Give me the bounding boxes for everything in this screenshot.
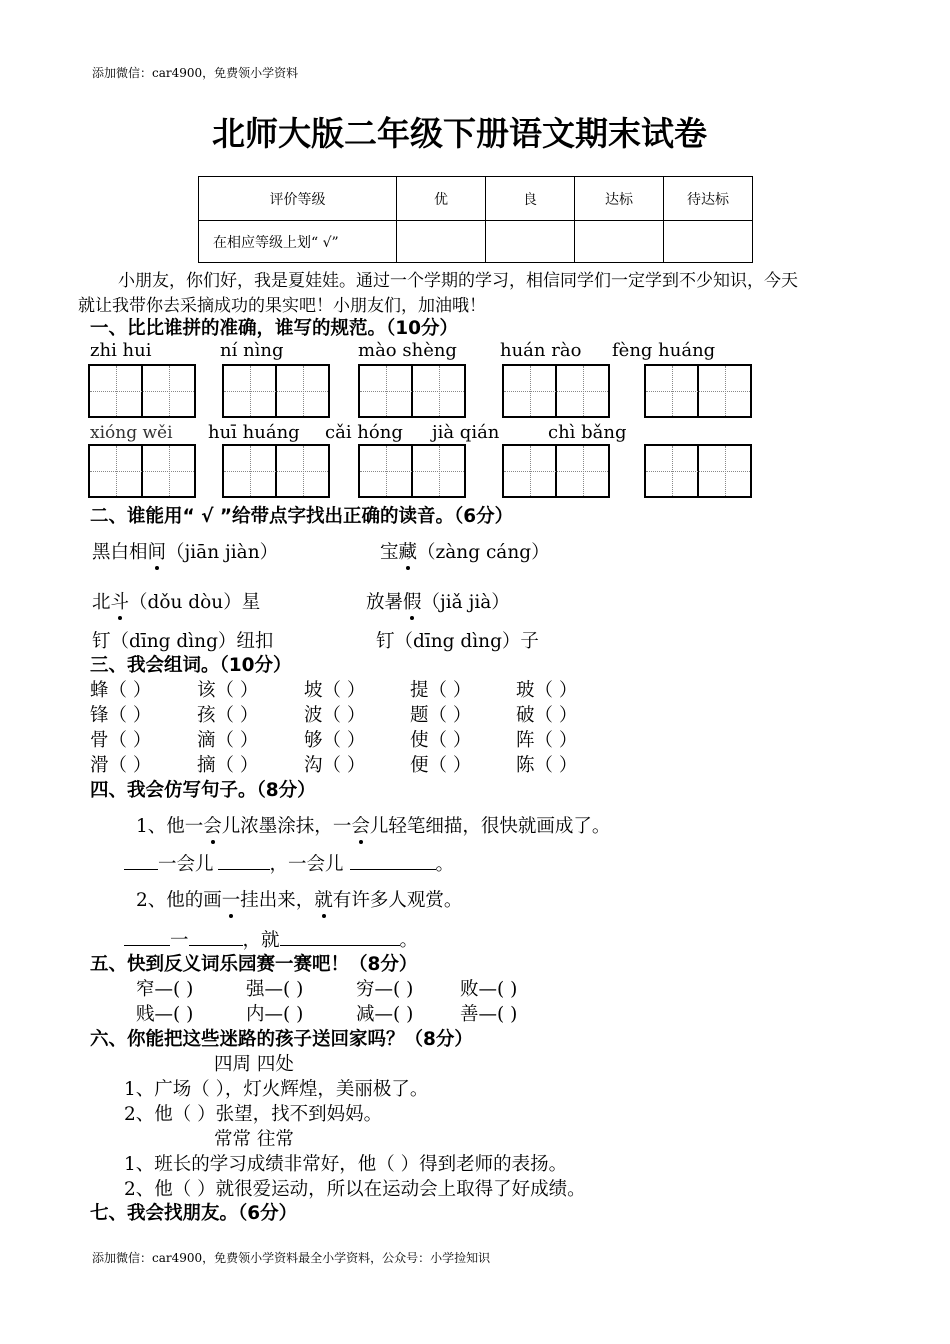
grade-header-cell: 评价等级 bbox=[199, 177, 397, 221]
reading-item[interactable] bbox=[92, 538, 278, 564]
blank[interactable] bbox=[350, 851, 436, 870]
writing-box[interactable] bbox=[88, 364, 196, 418]
word-cell[interactable]: 锋（ ） bbox=[90, 705, 152, 726]
dotted-word: 一会儿 bbox=[185, 812, 241, 838]
sentence-part: 轻笔细描，很快就画成了。 bbox=[388, 816, 611, 837]
word-cell[interactable]: 孩（ ） bbox=[197, 705, 259, 726]
grade-header-cell: 达标 bbox=[575, 177, 664, 221]
fill-question[interactable]: 1、广场（ ），灯火辉煌，美丽极了。 bbox=[124, 1079, 429, 1100]
word-cell[interactable]: 滴（ ） bbox=[197, 730, 259, 751]
dotted-char: 假 bbox=[403, 588, 422, 614]
item-options: （jiān jiàn） bbox=[166, 542, 279, 563]
word-cell[interactable]: 骨（ ） bbox=[90, 730, 152, 751]
pinyin: jià qián bbox=[432, 422, 500, 443]
intro-line-2: 就让我带你去采摘成功的果实吧！小朋友们，加油哦！ bbox=[78, 296, 486, 316]
blank[interactable] bbox=[218, 851, 270, 870]
fill-sentence-1 bbox=[124, 850, 454, 876]
section-7-heading: 七、我会找朋友。（6分） bbox=[90, 1203, 298, 1224]
word-cell[interactable]: 阵（ ） bbox=[516, 730, 578, 751]
item-text: 放暑 bbox=[366, 592, 404, 613]
dotted-word: 就 bbox=[314, 886, 333, 912]
word-cell[interactable]: 陈（ ） bbox=[516, 755, 578, 776]
section-5-heading: 五、快到反义词乐园赛一赛吧！（8分） bbox=[90, 954, 418, 975]
grade-cell[interactable] bbox=[486, 221, 575, 263]
section-3-heading: 三、我会组词。（10分） bbox=[90, 655, 292, 676]
fill-question[interactable]: 2、他（ ）就很爱运动，所以在运动会上取得了好成绩。 bbox=[124, 1179, 586, 1200]
writing-box[interactable] bbox=[502, 364, 610, 418]
pinyin: mào shèng bbox=[358, 340, 457, 361]
dotted-word: 一会儿 bbox=[333, 812, 389, 838]
writing-box[interactable] bbox=[644, 444, 752, 498]
word-cell[interactable]: 破（ ） bbox=[516, 705, 578, 726]
pinyin: cǎi hóng bbox=[325, 422, 403, 443]
writing-box[interactable] bbox=[222, 444, 330, 498]
sentence-part: 一 bbox=[170, 930, 189, 951]
word-cell[interactable]: 题（ ） bbox=[410, 705, 472, 726]
item-options: （dǒu dòu）星 bbox=[129, 592, 261, 613]
item-options: （jiǎ jià） bbox=[421, 592, 510, 613]
fill-question[interactable]: 2、他（ ）张望，找不到妈妈。 bbox=[124, 1104, 383, 1125]
word-cell[interactable]: 提（ ） bbox=[410, 680, 472, 701]
sentence-part: 2、他的画 bbox=[136, 890, 222, 911]
writing-box[interactable] bbox=[222, 364, 330, 418]
writing-box[interactable] bbox=[358, 444, 466, 498]
sentence-part: 浓墨涂抹， bbox=[240, 816, 333, 837]
antonym-cell[interactable]: 窄—( ) bbox=[136, 979, 194, 1000]
antonym-cell[interactable]: 善—( ) bbox=[460, 1004, 518, 1025]
blank[interactable] bbox=[280, 927, 400, 946]
section-2-heading: 二、谁能用“ √ ”给带点字找出正确的读音。（6分） bbox=[90, 506, 514, 527]
reading-item[interactable] bbox=[366, 588, 510, 614]
word-cell[interactable]: 波（ ） bbox=[304, 705, 366, 726]
reading-item[interactable]: 钉（dīng dìng）子 bbox=[376, 631, 539, 652]
grade-cell[interactable] bbox=[664, 221, 753, 263]
pinyin: xióng wěi bbox=[90, 423, 173, 443]
item-text: 黑白相 bbox=[92, 542, 148, 563]
section-6-heading: 六、你能把这些迷路的孩子送回家吗？（8分） bbox=[90, 1029, 473, 1050]
grade-header-cell: 优 bbox=[397, 177, 486, 221]
item-text: 宝 bbox=[380, 542, 399, 563]
word-cell[interactable]: 坡（ ） bbox=[304, 680, 366, 701]
dotted-word: 一 bbox=[222, 886, 241, 912]
grade-cell[interactable] bbox=[397, 221, 486, 263]
word-cell[interactable]: 蜂（ ） bbox=[90, 680, 152, 701]
reading-item[interactable]: 钉（dīng dìng）纽扣 bbox=[92, 631, 274, 652]
pinyin: huī huáng bbox=[208, 422, 300, 443]
pinyin: chì bǎng bbox=[548, 422, 627, 443]
page-title: 北师大版二年级下册语文期末试卷 bbox=[212, 114, 707, 153]
sentence-part: ，一会儿 bbox=[269, 854, 344, 875]
grade-header-cell: 良 bbox=[486, 177, 575, 221]
reading-item[interactable] bbox=[92, 588, 260, 614]
word-cell[interactable]: 玻（ ） bbox=[516, 680, 578, 701]
writing-box[interactable] bbox=[358, 364, 466, 418]
grade-table bbox=[198, 176, 753, 263]
blank[interactable] bbox=[189, 927, 243, 946]
grade-row-label: 在相应等级上划“ √” bbox=[199, 221, 397, 263]
sentence-part: 1、他 bbox=[136, 816, 185, 837]
pinyin: fèng huáng bbox=[612, 340, 716, 361]
sentence-part: 一会儿 bbox=[158, 854, 214, 875]
section-4-heading: 四、我会仿写句子。（8分） bbox=[90, 780, 316, 801]
fill-question[interactable]: 1、班长的学习成绩非常好，他（ ）得到老师的表扬。 bbox=[124, 1154, 568, 1175]
sentence-part: 挂出来， bbox=[240, 890, 315, 911]
sentence-part: 有许多人观赏。 bbox=[332, 890, 463, 911]
writing-box[interactable] bbox=[88, 444, 196, 498]
item-options: （zàng cáng） bbox=[417, 542, 550, 563]
page-header: 添加微信：car4900，免费领小学资料 bbox=[92, 66, 299, 80]
word-cell[interactable]: 摘（ ） bbox=[197, 755, 259, 776]
word-choices: 常常 往常 bbox=[214, 1129, 294, 1150]
reading-item[interactable] bbox=[380, 538, 550, 564]
antonym-cell[interactable]: 穷—( ) bbox=[356, 979, 414, 1000]
word-cell[interactable]: 沟（ ） bbox=[304, 755, 366, 776]
antonym-cell[interactable]: 减—( ) bbox=[356, 1004, 414, 1025]
word-choices: 四周 四处 bbox=[214, 1054, 294, 1075]
grade-header-cell: 待达标 bbox=[664, 177, 753, 221]
example-sentence-2 bbox=[136, 886, 462, 912]
page-footer: 添加微信：car4900，免费领小学资料最全小学资料，公众号：小学捡知识 bbox=[92, 1251, 491, 1265]
dotted-char: 斗 bbox=[111, 588, 130, 614]
antonym-cell[interactable]: 败—( ) bbox=[460, 979, 518, 1000]
antonym-cell[interactable]: 贱—( ) bbox=[136, 1004, 194, 1025]
grade-cell[interactable] bbox=[575, 221, 664, 263]
dotted-char: 藏 bbox=[399, 538, 418, 564]
antonym-cell[interactable]: 内—( ) bbox=[246, 1004, 304, 1025]
word-cell[interactable]: 使（ ） bbox=[410, 730, 472, 751]
item-text: 北 bbox=[92, 592, 111, 613]
word-cell[interactable]: 便（ ） bbox=[410, 755, 472, 776]
pinyin: ní nìng bbox=[220, 340, 284, 361]
fill-sentence-2 bbox=[124, 926, 418, 952]
word-cell[interactable]: 该（ ） bbox=[197, 680, 259, 701]
word-cell[interactable]: 够（ ） bbox=[304, 730, 366, 751]
intro-line-1: 小朋友，你们好，我是夏娃娃。通过一个学期的学习，相信同学们一定学到不少知识，今天 bbox=[118, 271, 798, 291]
example-sentence-1 bbox=[136, 812, 610, 838]
dotted-char: 间 bbox=[148, 538, 167, 564]
writing-box[interactable] bbox=[644, 364, 752, 418]
word-cell[interactable]: 滑（ ） bbox=[90, 755, 152, 776]
antonym-cell[interactable]: 强—( ) bbox=[246, 979, 304, 1000]
writing-box[interactable] bbox=[502, 444, 610, 498]
pinyin: huán rào bbox=[500, 340, 582, 361]
blank[interactable] bbox=[124, 851, 158, 870]
pinyin: zhi hui bbox=[90, 340, 152, 361]
sentence-part: ，就 bbox=[242, 930, 280, 951]
blank[interactable] bbox=[124, 927, 170, 946]
section-1-heading: 一、比比谁拼的准确，谁写的规范。（10分） bbox=[90, 318, 458, 339]
sentence-part: 。 bbox=[399, 930, 419, 951]
sentence-part: 。 bbox=[435, 854, 455, 875]
